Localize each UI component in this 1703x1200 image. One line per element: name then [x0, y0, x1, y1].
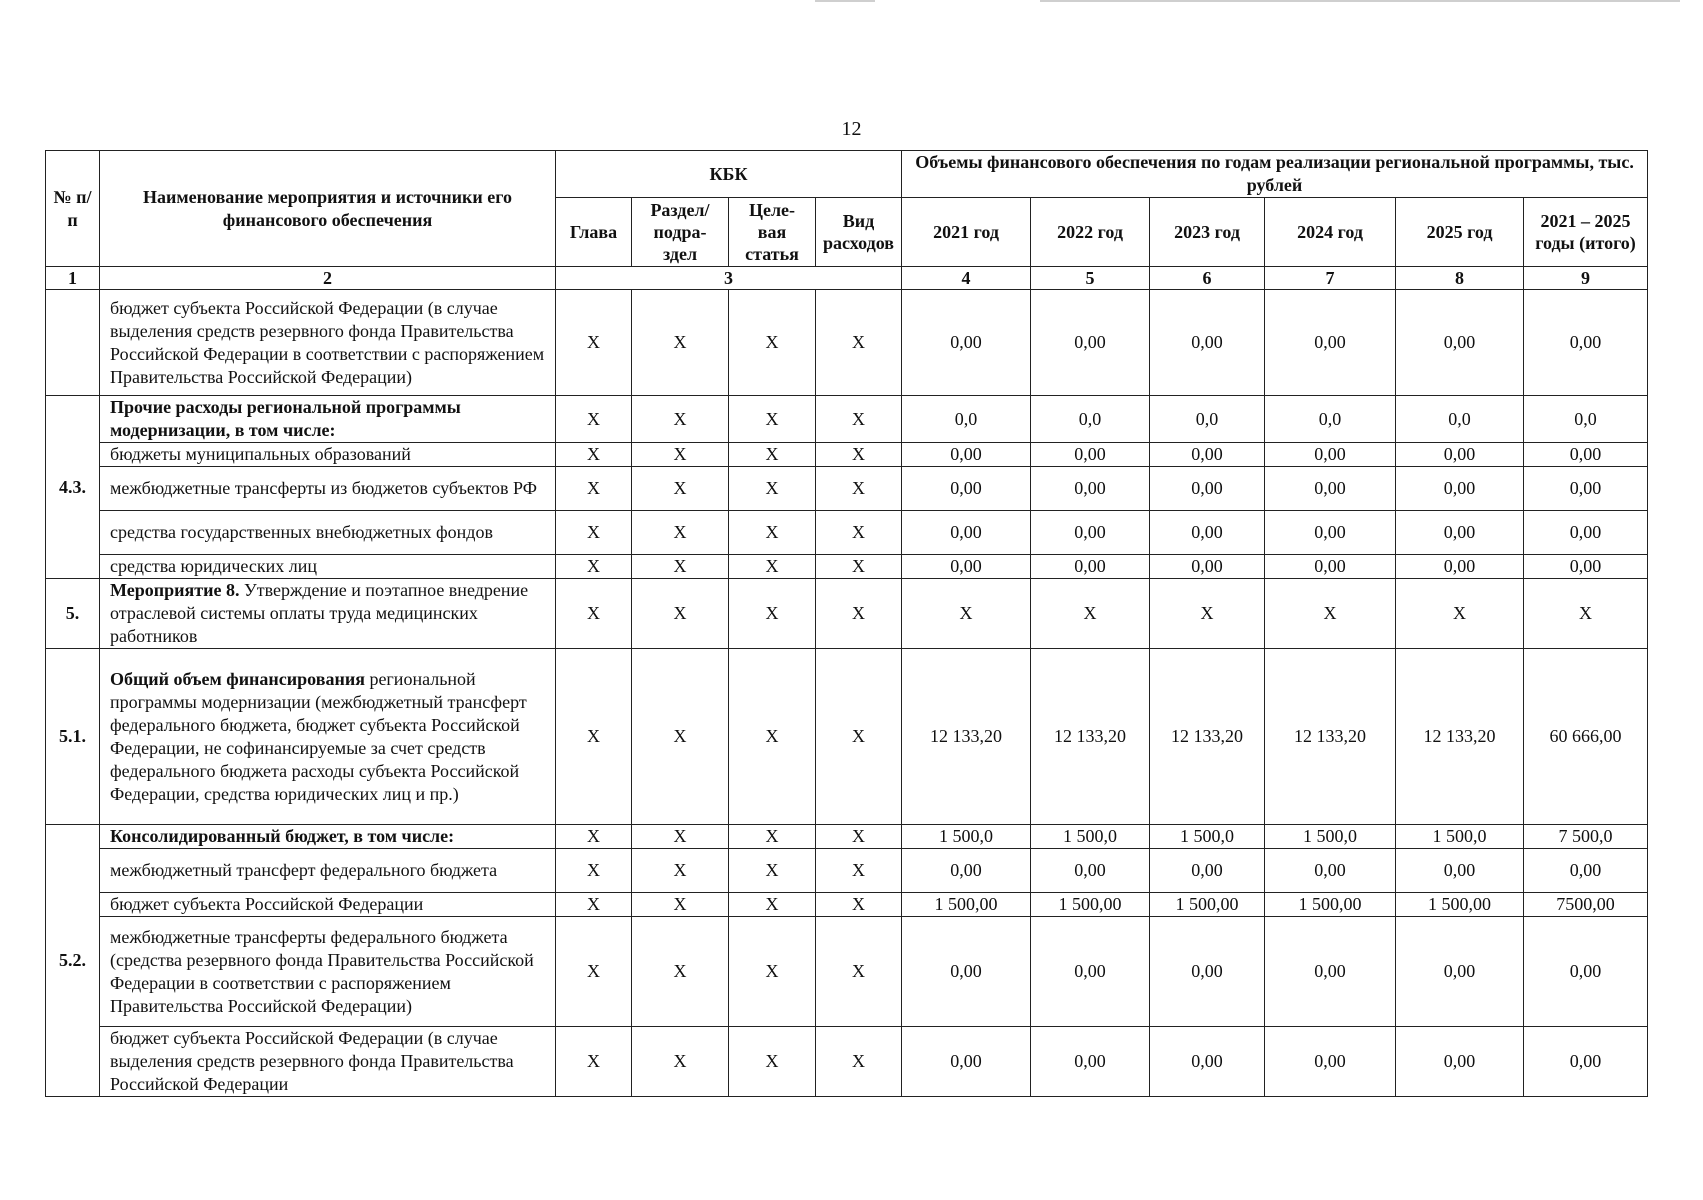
year-value-cell: 0,00	[902, 511, 1031, 555]
header-year-2025: 2025 год	[1396, 198, 1524, 267]
row-name-cell	[100, 467, 556, 511]
kbk-cell: X	[556, 1027, 632, 1097]
year-value-cell: 0,00	[1265, 1027, 1396, 1097]
table-row	[46, 649, 1648, 825]
row-name-cell	[100, 443, 556, 467]
kbk-cell: X	[816, 917, 902, 1027]
row-name-cell	[100, 649, 556, 825]
kbk-cell: X	[729, 443, 816, 467]
year-value-cell: 1 500,00	[1031, 893, 1150, 917]
total-value-cell: 7 500,0	[1524, 825, 1648, 849]
kbk-cell: X	[729, 555, 816, 579]
year-value-cell: 0,00	[1150, 290, 1265, 396]
year-value-cell: 0,00	[1396, 511, 1524, 555]
year-value-cell: 0,00	[1396, 443, 1524, 467]
year-value-cell: 12 133,20	[1265, 649, 1396, 825]
row-name-text: бюджеты муниципальных образований	[110, 444, 411, 464]
kbk-cell: X	[556, 579, 632, 649]
year-value-cell: 0,00	[1265, 849, 1396, 893]
year-value-cell: 0,00	[1265, 467, 1396, 511]
header-kbk: КБК	[556, 151, 902, 198]
kbk-cell: X	[632, 290, 729, 396]
kbk-cell: X	[556, 917, 632, 1027]
kbk-cell: X	[816, 849, 902, 893]
header-volumes: Объемы финансового обеспечения по годам реализации региональной программы, тыс. рублей	[902, 151, 1648, 198]
year-value-cell: X	[1265, 579, 1396, 649]
kbk-cell: X	[632, 511, 729, 555]
kbk-cell: X	[556, 893, 632, 917]
table-row	[46, 555, 1648, 579]
row-name-text: межбюджетный трансферт федерального бюджета	[110, 860, 498, 880]
kbk-cell: X	[556, 467, 632, 511]
kbk-cell: X	[816, 467, 902, 511]
header-year-2023: 2023 год	[1150, 198, 1265, 267]
year-value-cell: 1 500,0	[902, 825, 1031, 849]
row-name-text: средства государственных внебюджетных фондов	[110, 522, 493, 542]
year-value-cell: 0,00	[1150, 555, 1265, 579]
kbk-cell: X	[556, 825, 632, 849]
header-kbk-expense-type: Вид расходов	[816, 198, 902, 267]
row-name-cell	[100, 396, 556, 443]
column-number: 8	[1396, 267, 1524, 290]
total-value-cell: 0,00	[1524, 467, 1648, 511]
year-value-cell: 0,00	[1150, 917, 1265, 1027]
header-total: 2021 – 2025 годы (итого)	[1524, 198, 1648, 267]
kbk-cell: X	[816, 555, 902, 579]
year-value-cell: 0,00	[902, 290, 1031, 396]
column-number: 9	[1524, 267, 1648, 290]
total-value-cell: 7500,00	[1524, 893, 1648, 917]
row-name-bold: Консолидированный бюджет, в том числе:	[110, 826, 455, 846]
table-row	[46, 917, 1648, 1027]
column-number: 6	[1150, 267, 1265, 290]
kbk-cell: X	[556, 555, 632, 579]
financing-table	[45, 150, 1648, 1097]
row-name-bold: Общий объем финансирования	[110, 668, 365, 689]
kbk-cell: X	[729, 917, 816, 1027]
table-row	[46, 893, 1648, 917]
year-value-cell: 0,00	[902, 849, 1031, 893]
header-year-2024: 2024 год	[1265, 198, 1396, 267]
column-number: 2	[100, 267, 556, 290]
kbk-cell: X	[816, 579, 902, 649]
table-body	[46, 267, 1648, 1097]
year-value-cell: X	[1150, 579, 1265, 649]
year-value-cell: 0,00	[1031, 443, 1150, 467]
table-row	[46, 396, 1648, 443]
row-name-bold: Прочие расходы региональной программы модернизации, в том числе:	[110, 397, 461, 440]
year-value-cell: 0,00	[1031, 511, 1150, 555]
column-number: 7	[1265, 267, 1396, 290]
kbk-cell: X	[632, 443, 729, 467]
year-value-cell: 1 500,0	[1031, 825, 1150, 849]
year-value-cell: 0,00	[1150, 443, 1265, 467]
row-name-cell	[100, 825, 556, 849]
year-value-cell: 1 500,0	[1150, 825, 1265, 849]
year-value-cell: 1 500,00	[1150, 893, 1265, 917]
year-value-cell: 0,00	[1265, 917, 1396, 1027]
row-name-cell	[100, 579, 556, 649]
header-name: Наименование мероприятия и источники его финансового обеспечения	[100, 151, 556, 267]
year-value-cell: 0,00	[1396, 555, 1524, 579]
year-value-cell: 0,00	[1031, 290, 1150, 396]
total-value-cell: 0,00	[1524, 917, 1648, 1027]
year-value-cell: 0,00	[1150, 1027, 1265, 1097]
scan-artifact-line	[815, 0, 875, 2]
row-number-cell	[46, 290, 100, 396]
kbk-cell: X	[556, 443, 632, 467]
kbk-cell: X	[632, 579, 729, 649]
column-number: 1	[46, 267, 100, 290]
row-name-cell	[100, 290, 556, 396]
year-value-cell: 1 500,00	[1265, 893, 1396, 917]
row-name-text: бюджет субъекта Российской Федерации (в случае выделения средств резервного фонда Правительства Российской Федерации	[110, 1028, 514, 1094]
kbk-cell: X	[632, 555, 729, 579]
year-value-cell: 0,00	[1031, 917, 1150, 1027]
total-value-cell: 60 666,00	[1524, 649, 1648, 825]
year-value-cell: 0,00	[1031, 1027, 1150, 1097]
year-value-cell: 1 500,0	[1396, 825, 1524, 849]
total-value-cell: 0,0	[1524, 396, 1648, 443]
header-kbk-chapter: Глава	[556, 198, 632, 267]
table-row	[46, 1027, 1648, 1097]
year-value-cell: 0,00	[1396, 467, 1524, 511]
kbk-cell: X	[556, 511, 632, 555]
page-number: 12	[841, 118, 862, 140]
kbk-cell: X	[816, 511, 902, 555]
year-value-cell: 0,0	[1150, 396, 1265, 443]
year-value-cell: 0,00	[1396, 849, 1524, 893]
year-value-cell: X	[1396, 579, 1524, 649]
kbk-cell: X	[729, 825, 816, 849]
year-value-cell: 0,00	[1396, 290, 1524, 396]
kbk-cell: X	[816, 649, 902, 825]
year-value-cell: 0,00	[902, 555, 1031, 579]
kbk-cell: X	[556, 396, 632, 443]
year-value-cell: X	[1031, 579, 1150, 649]
kbk-cell: X	[729, 396, 816, 443]
total-value-cell: 0,00	[1524, 290, 1648, 396]
row-number-cell: 5.2.	[46, 825, 100, 1097]
row-name-text: средства юридических лиц	[110, 556, 317, 576]
table-row	[46, 443, 1648, 467]
total-value-cell: 0,00	[1524, 443, 1648, 467]
year-value-cell: 0,00	[1150, 849, 1265, 893]
kbk-cell: X	[729, 290, 816, 396]
total-value-cell: X	[1524, 579, 1648, 649]
year-value-cell: 0,00	[1150, 467, 1265, 511]
kbk-cell: X	[556, 849, 632, 893]
table-row	[46, 290, 1648, 396]
kbk-cell: X	[632, 649, 729, 825]
kbk-cell: X	[729, 467, 816, 511]
kbk-cell: X	[632, 893, 729, 917]
row-name-text: межбюджетные трансферты федерального бюджета (средства резервного фонда Правительства Российской Федерации в соответствии с распоряжением Правительства Российской Федерации)	[110, 926, 534, 1016]
year-value-cell: 1 500,0	[1265, 825, 1396, 849]
row-name-cell	[100, 555, 556, 579]
year-value-cell: 0,0	[902, 396, 1031, 443]
kbk-cell: X	[729, 511, 816, 555]
row-name-cell	[100, 893, 556, 917]
year-value-cell: 0,00	[902, 467, 1031, 511]
kbk-cell: X	[632, 467, 729, 511]
year-value-cell: 0,0	[1265, 396, 1396, 443]
table-row	[46, 467, 1648, 511]
total-value-cell: 0,00	[1524, 555, 1648, 579]
total-value-cell: 0,00	[1524, 849, 1648, 893]
year-value-cell: 0,00	[1031, 849, 1150, 893]
row-name-text: бюджет субъекта Российской Федерации (в случае выделения средств резервного фонда Правительства Российской Федерации в соответствии с распоряжением Правительства Российской Федерации)	[110, 297, 545, 387]
year-value-cell: 1 500,00	[1396, 893, 1524, 917]
kbk-cell: X	[632, 917, 729, 1027]
year-value-cell: 0,00	[1265, 511, 1396, 555]
year-value-cell: 0,00	[1265, 443, 1396, 467]
row-name-text: региональной программы модернизации (межбюджетный трансферт федерального бюджета, бюджет субъекта Российской Федерации, не софинансируемые за счет средств федерального бюджета расходы субъекта Российской Федерации, средства юридических лиц и пр.)	[110, 668, 527, 804]
year-value-cell: 0,00	[1150, 511, 1265, 555]
kbk-cell: X	[632, 825, 729, 849]
row-name-cell	[100, 511, 556, 555]
year-value-cell: 0,00	[1031, 467, 1150, 511]
kbk-cell: X	[729, 893, 816, 917]
year-value-cell: 0,00	[1396, 917, 1524, 1027]
kbk-cell: X	[816, 825, 902, 849]
row-name-text: Утверждение и поэтапное внедрение отраслевой системы оплаты труда медицинских работников	[110, 580, 529, 646]
column-numbers-row	[46, 267, 1648, 290]
header-year-2022: 2022 год	[1031, 198, 1150, 267]
year-value-cell: 12 133,20	[1150, 649, 1265, 825]
year-value-cell: 1 500,00	[902, 893, 1031, 917]
row-number-cell: 5.	[46, 579, 100, 649]
row-name-bold: Мероприятие 8.	[110, 580, 240, 600]
table-row	[46, 849, 1648, 893]
year-value-cell: 0,00	[1031, 555, 1150, 579]
year-value-cell: 0,00	[902, 443, 1031, 467]
year-value-cell: X	[902, 579, 1031, 649]
kbk-cell: X	[816, 396, 902, 443]
year-value-cell: 0,00	[1265, 290, 1396, 396]
total-value-cell: 0,00	[1524, 1027, 1648, 1097]
header-kbk-target: Целе- вая статья	[729, 198, 816, 267]
column-number: 3	[556, 267, 902, 290]
table-row	[46, 511, 1648, 555]
kbk-cell: X	[556, 290, 632, 396]
kbk-cell: X	[556, 649, 632, 825]
row-name-text: бюджет субъекта Российской Федерации	[110, 894, 424, 914]
row-number-cell: 5.1.	[46, 649, 100, 825]
year-value-cell: 0,00	[1396, 1027, 1524, 1097]
kbk-cell: X	[816, 893, 902, 917]
kbk-cell: X	[729, 1027, 816, 1097]
row-number-cell: 4.3.	[46, 396, 100, 579]
scan-artifact-line	[1040, 0, 1680, 2]
row-name-cell	[100, 1027, 556, 1097]
kbk-cell: X	[729, 579, 816, 649]
kbk-cell: X	[816, 1027, 902, 1097]
kbk-cell: X	[816, 443, 902, 467]
row-name-text: межбюджетные трансферты из бюджетов субъектов РФ	[110, 478, 537, 498]
column-number: 5	[1031, 267, 1150, 290]
table-row	[46, 825, 1648, 849]
header-kbk-section: Раздел/ подра- здел	[632, 198, 729, 267]
year-value-cell: 12 133,20	[902, 649, 1031, 825]
kbk-cell: X	[729, 649, 816, 825]
kbk-cell: X	[816, 290, 902, 396]
year-value-cell: 0,00	[902, 917, 1031, 1027]
kbk-cell: X	[729, 849, 816, 893]
year-value-cell: 0,00	[902, 1027, 1031, 1097]
header-year-2021: 2021 год	[902, 198, 1031, 267]
year-value-cell: 0,0	[1396, 396, 1524, 443]
total-value-cell: 0,00	[1524, 511, 1648, 555]
header-num: № п/п	[46, 151, 100, 267]
kbk-cell: X	[632, 849, 729, 893]
year-value-cell: 0,0	[1031, 396, 1150, 443]
row-name-cell	[100, 849, 556, 893]
kbk-cell: X	[632, 396, 729, 443]
kbk-cell: X	[632, 1027, 729, 1097]
year-value-cell: 12 133,20	[1396, 649, 1524, 825]
year-value-cell: 12 133,20	[1031, 649, 1150, 825]
table-row	[46, 579, 1648, 649]
column-number: 4	[902, 267, 1031, 290]
year-value-cell: 0,00	[1265, 555, 1396, 579]
row-name-cell	[100, 917, 556, 1027]
